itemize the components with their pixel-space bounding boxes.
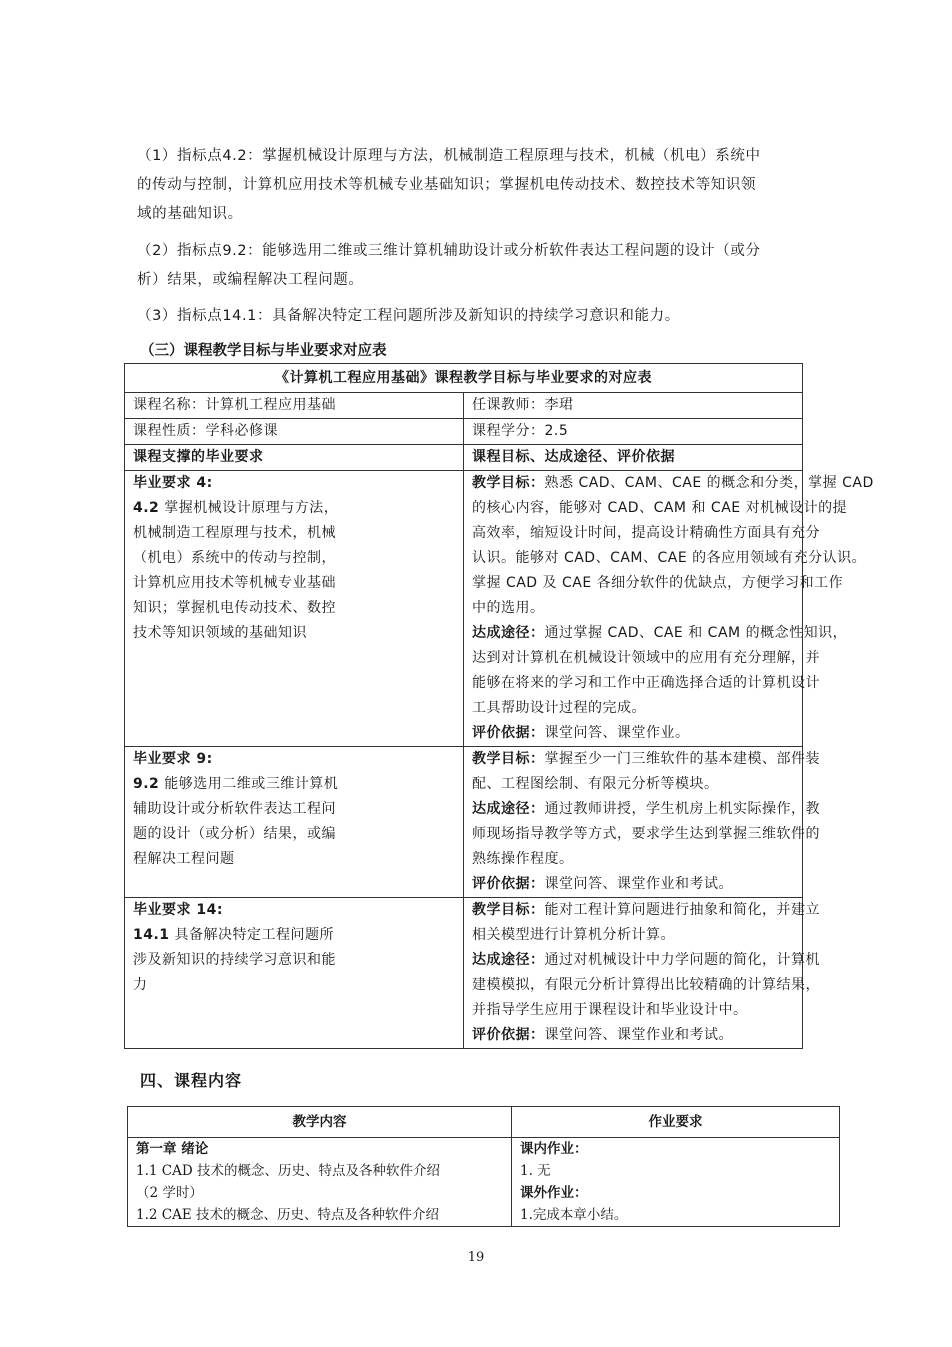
homework-out-label: 课外作业：: [520, 1185, 588, 1201]
text-line: 知识；掌握机电传动技术、数控: [133, 600, 336, 616]
objective-cell: [464, 898, 820, 1049]
table-row: [125, 419, 803, 445]
text-line: 辅助设计或分析软件表达工程问: [133, 801, 336, 817]
path-label: 达成途径：: [472, 625, 545, 641]
text-line: 中的选用。: [472, 600, 545, 616]
eval-text: 课堂问答、课堂作业和考试。: [544, 1027, 733, 1043]
section-heading-3: （三）课程教学目标与毕业要求对应表: [140, 343, 387, 359]
eval-label: 评价依据：: [472, 1027, 545, 1043]
text-line: 的核心内容，能够对 CAD、CAM 和 CAE 对机械设计的提: [472, 500, 848, 516]
indicator-paragraph-2: [137, 237, 819, 295]
text-line: （2 学时）: [136, 1185, 203, 1201]
text-line: （机电）系统中的传动与控制，: [133, 550, 336, 566]
text-line: （1）指标点4.2：掌握机械设计原理与方法，机械制造工程原理与技术，机械（机电）系统中: [137, 148, 761, 164]
text-line: 1.2 CAE 技术的概念、历史、特点及各种软件介绍: [136, 1207, 439, 1223]
text-line: 机械制造工程原理与技术，机械: [133, 525, 336, 541]
teacher: 任课教师：李珺: [464, 393, 803, 419]
objective-cell: [464, 747, 820, 898]
content-table: [127, 1106, 840, 1227]
text-line: 具备解决特定工程问题所: [169, 927, 334, 943]
text-line: 掌握至少一门三维软件的基本建模、部件装: [544, 751, 820, 767]
text-line: 题的设计（或分析）结果，或编: [133, 826, 336, 842]
text-line: 能对工程计算问题进行抽象和简化，并建立: [544, 902, 820, 918]
homework-cell: [512, 1138, 840, 1227]
eval-label: 评价依据：: [472, 725, 545, 741]
text-line: 通过教师讲授，学生机房上机实际操作，教: [544, 801, 820, 817]
eval-label: 评价依据：: [472, 876, 545, 892]
text-line: 涉及新知识的持续学习意识和能: [133, 952, 336, 968]
text-line: 通过掌握 CAD、CAE 和 CAM 的概念性知识，: [544, 625, 848, 641]
goal-label: 教学目标：: [472, 475, 545, 491]
text-line: 通过对机械设计中力学问题的简化，计算机: [544, 952, 820, 968]
col2-header: 课程目标、达成途径、评价依据: [464, 445, 803, 471]
homework-header: 作业要求: [512, 1107, 840, 1138]
mapping-table: [124, 363, 874, 1049]
text-line: 师现场指导教学等方式，要求学生达到掌握三维软件的: [472, 826, 820, 842]
objective-cell: [464, 471, 874, 747]
text-line: 配、工程图绘制、有限元分析等模块。: [472, 776, 719, 792]
requirement-number: 4.2: [133, 500, 160, 516]
col1-header: 课程支撑的毕业要求: [125, 445, 464, 471]
text-line: 力: [133, 977, 148, 993]
table-row: [125, 747, 803, 898]
text-line: 高效率，缩短设计时间，提高设计精确性方面具有充分: [472, 525, 820, 541]
path-label: 达成途径：: [472, 801, 545, 817]
text-line: 能够选用二维或三维计算机: [159, 776, 339, 792]
text-line: 能够在将来的学习和工作中正确选择合适的计算机设计: [472, 675, 820, 691]
text-line: 域的基础知识。: [137, 206, 243, 222]
section-heading-4: 四、课程内容: [140, 1071, 243, 1090]
text-line: 掌握 CAD 及 CAE 各细分软件的优缺点，方便学习和工作: [472, 575, 844, 591]
chapter-title: 第一章 绪论: [136, 1141, 209, 1157]
path-label: 达成途径：: [472, 952, 545, 968]
content-header: 教学内容: [128, 1107, 512, 1138]
table-row: [125, 898, 803, 1049]
text-line: 的传动与控制，计算机应用技术等机械专业基础知识；掌握机电传动技术、数控技术等知识领: [137, 177, 757, 193]
requirement-cell: [125, 898, 464, 1049]
eval-text: 课堂问答、课堂作业和考试。: [544, 876, 733, 892]
text-line: 建模模拟，有限元分析计算得出比较精确的计算结果，: [472, 977, 820, 993]
text-line: 工具帮助设计过程的完成。: [472, 700, 646, 716]
text-line: 熟悉 CAD、CAM、CAE 的概念和分类，掌握 CAD: [544, 475, 874, 491]
table-title: 《计算机工程应用基础》课程教学目标与毕业要求的对应表: [125, 364, 803, 393]
credits: 课程学分：2.5: [464, 419, 803, 445]
page-number: 19: [467, 1250, 485, 1265]
requirement-title: 毕业要求 9:: [133, 751, 213, 767]
text-line: 1.1 CAD 技术的概念、历史、特点及各种软件介绍: [136, 1163, 440, 1179]
text-line: 掌握机械设计原理与方法，: [159, 500, 339, 516]
requirement-cell: [125, 747, 464, 898]
text-line: 认识。能够对 CAD、CAM、CAE 的各应用领域有充分认识。: [472, 550, 867, 566]
text-line: 程解决工程问题: [133, 851, 235, 867]
text-line: （2）指标点9.2：能够选用二维或三维计算机辅助设计或分析软件表达工程问题的设计（或分: [137, 243, 761, 259]
content-cell: [128, 1138, 512, 1227]
requirement-title: 毕业要求 14:: [133, 902, 223, 918]
eval-text: 课堂问答、课堂作业。: [544, 725, 690, 741]
indicator-paragraph-3: [137, 302, 819, 331]
homework-in-label: 课内作业：: [520, 1141, 588, 1157]
table-row: [128, 1138, 840, 1227]
requirement-number: 14.1: [133, 927, 170, 943]
homework-out-text: 1.完成本章小结。: [520, 1207, 628, 1223]
text-line: 熟练操作程度。: [472, 851, 574, 867]
table-row: [125, 445, 803, 471]
text-line: 技术等知识领域的基础知识: [133, 625, 307, 641]
requirement-cell: [125, 471, 464, 747]
indicator-paragraph-1: [137, 142, 819, 229]
homework-in-text: 1. 无: [520, 1163, 551, 1179]
text-line: 计算机应用技术等机械专业基础: [133, 575, 336, 591]
table-row: [125, 471, 803, 747]
requirement-number: 9.2: [133, 776, 160, 792]
text-line: 相关模型进行计算机分析计算。: [472, 927, 675, 943]
course-name: 课程名称：计算机工程应用基础: [125, 393, 464, 419]
text-line: 并指导学生应用于课程设计和毕业设计中。: [472, 1002, 748, 1018]
goal-label: 教学目标：: [472, 751, 545, 767]
table-header-row: [128, 1107, 840, 1138]
goal-label: 教学目标：: [472, 902, 545, 918]
text-line: 达到对计算机在机械设计领域中的应用有充分理解，并: [472, 650, 820, 666]
requirement-title: 毕业要求 4:: [133, 475, 213, 491]
text-line: （3）指标点14.1：具备解决特定工程问题所涉及新知识的持续学习意识和能力。: [137, 308, 680, 324]
text-line: 析）结果，或编程解决工程问题。: [137, 272, 364, 288]
course-type: 课程性质：学科必修课: [125, 419, 464, 445]
table-row: [125, 393, 803, 419]
